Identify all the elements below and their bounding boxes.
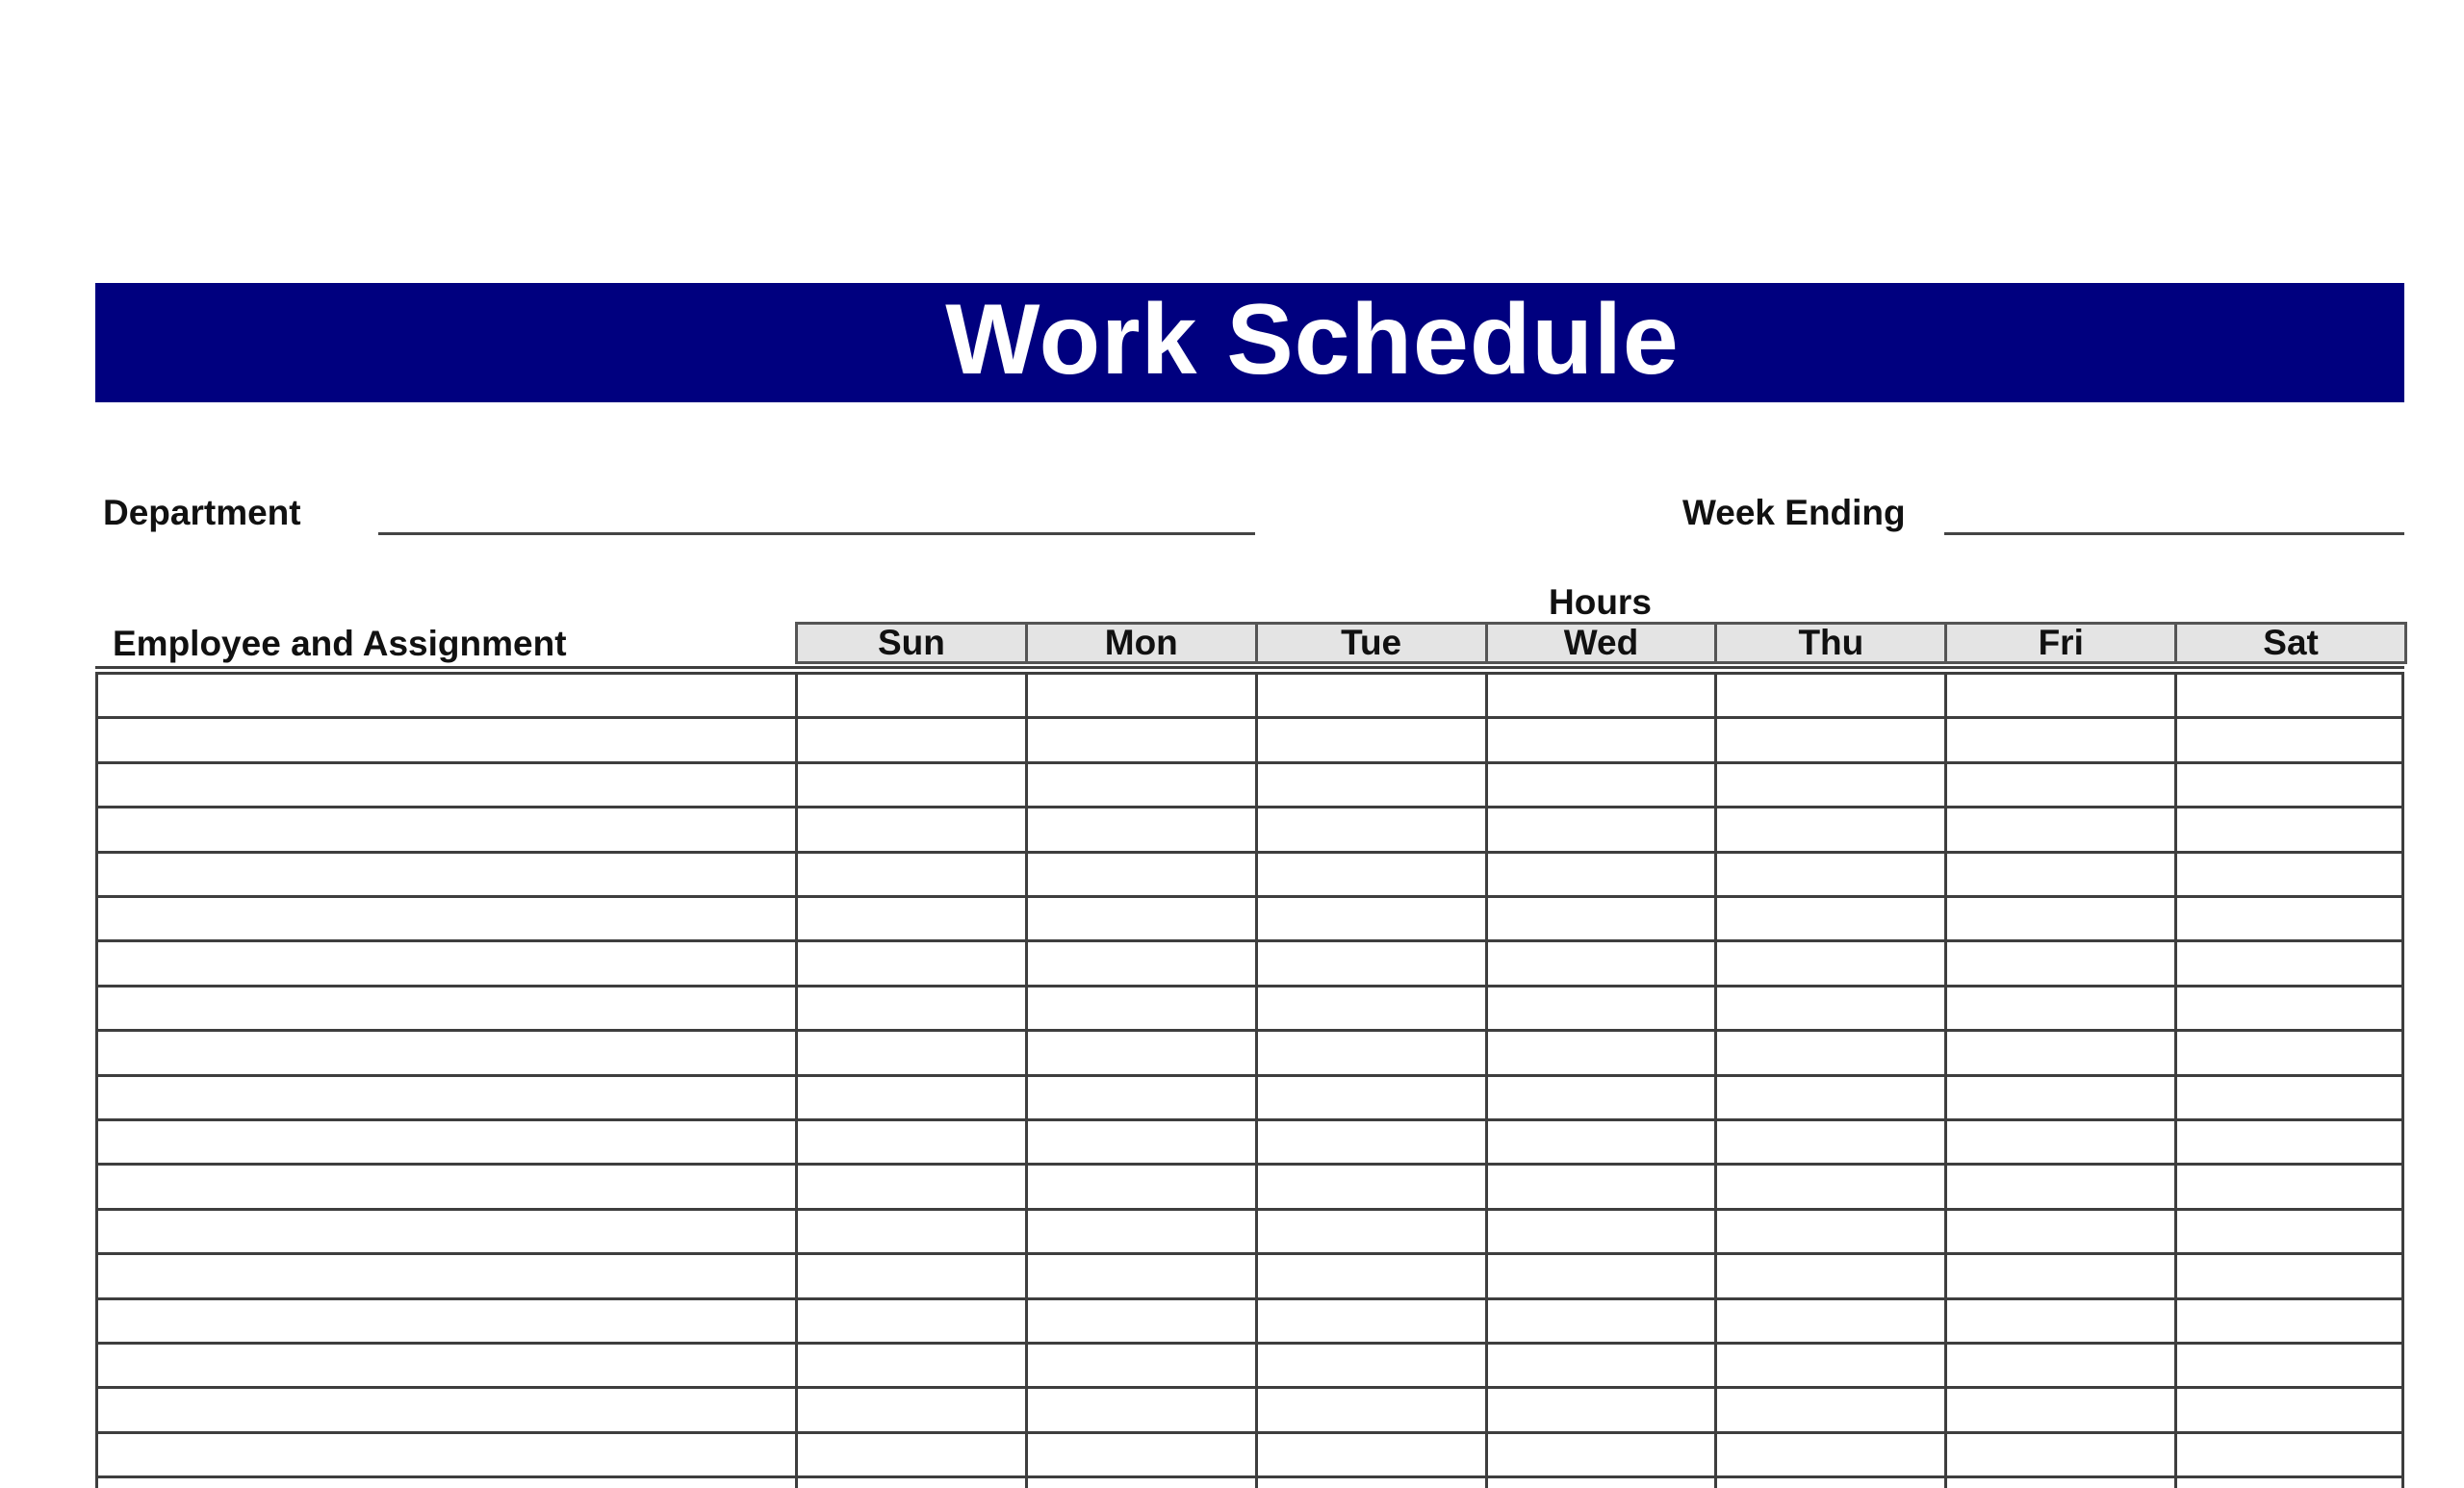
hours-cell-wed[interactable]	[1488, 1166, 1715, 1207]
day-header-tue: Tue	[1255, 622, 1488, 664]
hours-cell-fri[interactable]	[1947, 854, 2174, 895]
hours-cell-sat[interactable]	[2177, 808, 2404, 850]
hours-cell-tue[interactable]	[1258, 675, 1485, 716]
hours-cell-thu[interactable]	[1717, 1077, 1944, 1118]
day-header-thu: Thu	[1714, 622, 1947, 664]
hours-cell-wed[interactable]	[1488, 1389, 1715, 1430]
day-header-sun: Sun	[795, 622, 1028, 664]
hours-cell-fri[interactable]	[1947, 1121, 2174, 1163]
hours-cell-sat[interactable]	[2177, 1434, 2404, 1475]
hours-cell-thu[interactable]	[1717, 898, 1944, 939]
hours-cell-sat[interactable]	[2177, 942, 2404, 984]
hours-cell-mon[interactable]	[1028, 1255, 1255, 1296]
hours-cell-fri[interactable]	[1947, 1077, 2174, 1118]
hours-cell-thu[interactable]	[1717, 942, 1944, 984]
day-header-wed: Wed	[1485, 622, 1718, 664]
hours-cell-fri[interactable]	[1947, 1389, 2174, 1430]
hours-cell-sat[interactable]	[2177, 1166, 2404, 1207]
hours-cell-wed[interactable]	[1488, 942, 1715, 984]
hours-cell-sun[interactable]	[798, 1077, 1025, 1118]
employee-cell[interactable]	[98, 719, 795, 760]
hours-cell-tue[interactable]	[1258, 942, 1485, 984]
page-title: Work Schedule	[945, 284, 1680, 396]
employee-cell[interactable]	[98, 808, 795, 850]
hours-cell-fri[interactable]	[1947, 1300, 2174, 1342]
hours-cell-wed[interactable]	[1488, 1434, 1715, 1475]
hours-cell-thu[interactable]	[1717, 1121, 1944, 1163]
hours-cell-tue[interactable]	[1258, 1434, 1485, 1475]
hours-cell-thu[interactable]	[1717, 719, 1944, 760]
hours-cell-thu[interactable]	[1717, 1032, 1944, 1073]
hours-cell-tue[interactable]	[1258, 988, 1485, 1029]
hours-cell-fri[interactable]	[1947, 942, 2174, 984]
hours-cell-mon[interactable]	[1028, 1389, 1255, 1430]
week-ending-label: Week Ending	[1682, 493, 1906, 532]
hours-cell-sun[interactable]	[798, 854, 1025, 895]
hours-cell-wed[interactable]	[1488, 988, 1715, 1029]
hours-cell-sat[interactable]	[2177, 1389, 2404, 1430]
hours-cell-sun[interactable]	[798, 719, 1025, 760]
hours-cell-sun[interactable]	[798, 942, 1025, 984]
week-ending-field[interactable]	[1944, 532, 2404, 535]
hours-cell-wed[interactable]	[1488, 808, 1715, 850]
hours-cell-tue[interactable]	[1258, 1345, 1485, 1386]
hours-cell-tue[interactable]	[1258, 1255, 1485, 1296]
hours-cell-mon[interactable]	[1028, 898, 1255, 939]
employee-cell[interactable]	[98, 764, 795, 806]
title-banner	[95, 283, 2404, 402]
hours-cell-tue[interactable]	[1258, 1166, 1485, 1207]
employee-cell[interactable]	[98, 988, 795, 1029]
hours-cell-fri[interactable]	[1947, 808, 2174, 850]
day-header-fri: Fri	[1944, 622, 2177, 664]
employee-cell[interactable]	[98, 854, 795, 895]
employee-cell[interactable]	[98, 1211, 795, 1252]
hours-cell-thu[interactable]	[1717, 1300, 1944, 1342]
hours-cell-mon[interactable]	[1028, 988, 1255, 1029]
hours-cell-wed[interactable]	[1488, 764, 1715, 806]
hours-cell-fri[interactable]	[1947, 898, 2174, 939]
hours-cell-sat[interactable]	[2177, 1077, 2404, 1118]
department-field[interactable]	[378, 532, 1255, 535]
hours-cell-sat[interactable]	[2177, 1211, 2404, 1252]
hours-cell-sat[interactable]	[2177, 1121, 2404, 1163]
employee-cell[interactable]	[98, 1032, 795, 1073]
hours-label: Hours	[1549, 582, 1652, 622]
hours-cell-thu[interactable]	[1717, 988, 1944, 1029]
hours-cell-sun[interactable]	[798, 1434, 1025, 1475]
employee-cell[interactable]	[98, 675, 795, 716]
hours-cell-fri[interactable]	[1947, 764, 2174, 806]
hours-cell-mon[interactable]	[1028, 1345, 1255, 1386]
hours-cell-fri[interactable]	[1947, 1434, 2174, 1475]
hours-cell-tue[interactable]	[1258, 898, 1485, 939]
hours-cell-thu[interactable]	[1717, 1166, 1944, 1207]
hours-cell-fri[interactable]	[1947, 988, 2174, 1029]
hours-cell-fri[interactable]	[1947, 1345, 2174, 1386]
hours-cell-sun[interactable]	[798, 1345, 1025, 1386]
hours-cell-wed[interactable]	[1488, 854, 1715, 895]
hours-cell-wed[interactable]	[1488, 1077, 1715, 1118]
hours-cell-mon[interactable]	[1028, 1434, 1255, 1475]
hours-cell-sat[interactable]	[2177, 764, 2404, 806]
hours-cell-wed[interactable]	[1488, 1300, 1715, 1342]
hours-cell-sun[interactable]	[798, 1211, 1025, 1252]
hours-cell-fri[interactable]	[1947, 1166, 2174, 1207]
hours-cell-thu[interactable]	[1717, 1434, 1944, 1475]
hours-cell-mon[interactable]	[1028, 1077, 1255, 1118]
employee-cell[interactable]	[98, 1121, 795, 1163]
hours-cell-fri[interactable]	[1947, 675, 2174, 716]
day-header-mon: Mon	[1025, 622, 1258, 664]
hours-cell-mon[interactable]	[1028, 808, 1255, 850]
employee-cell[interactable]	[98, 898, 795, 939]
schedule-grid	[95, 622, 2404, 1488]
hours-cell-wed[interactable]	[1488, 675, 1715, 716]
employee-cell[interactable]	[98, 1434, 795, 1475]
hours-cell-thu[interactable]	[1717, 1389, 1944, 1430]
hours-cell-wed[interactable]	[1488, 898, 1715, 939]
employee-cell[interactable]	[98, 1345, 795, 1386]
hours-cell-tue[interactable]	[1258, 1121, 1485, 1163]
header-underline	[95, 666, 2404, 669]
hours-cell-thu[interactable]	[1717, 764, 1944, 806]
hours-cell-sun[interactable]	[798, 675, 1025, 716]
hours-cell-sun[interactable]	[798, 808, 1025, 850]
hours-cell-mon[interactable]	[1028, 719, 1255, 760]
hours-cell-thu[interactable]	[1717, 1255, 1944, 1296]
hours-cell-sun[interactable]	[798, 1166, 1025, 1207]
hours-cell-sat[interactable]	[2177, 1032, 2404, 1073]
hours-cell-wed[interactable]	[1488, 1121, 1715, 1163]
hours-cell-sat[interactable]	[2177, 988, 2404, 1029]
hours-cell-mon[interactable]	[1028, 854, 1255, 895]
hours-cell-wed[interactable]	[1488, 1255, 1715, 1296]
employee-cell[interactable]	[98, 1077, 795, 1118]
hours-cell-tue[interactable]	[1258, 1077, 1485, 1118]
hours-cell-wed[interactable]	[1488, 1345, 1715, 1386]
hours-cell-sat[interactable]	[2177, 1255, 2404, 1296]
hours-cell-mon[interactable]	[1028, 1211, 1255, 1252]
hours-cell-sun[interactable]	[798, 1255, 1025, 1296]
hours-cell-fri[interactable]	[1947, 1255, 2174, 1296]
hours-cell-sun[interactable]	[798, 764, 1025, 806]
hours-cell-tue[interactable]	[1258, 764, 1485, 806]
hours-cell-sat[interactable]	[2177, 1345, 2404, 1386]
hours-cell-tue[interactable]	[1258, 719, 1485, 760]
hours-cell-mon[interactable]	[1028, 1300, 1255, 1342]
hours-cell-thu[interactable]	[1717, 1211, 1944, 1252]
hours-cell-sat[interactable]	[2177, 675, 2404, 716]
hours-cell-tue[interactable]	[1258, 1389, 1485, 1430]
hours-cell-sat[interactable]	[2177, 719, 2404, 760]
hours-cell-tue[interactable]	[1258, 1300, 1485, 1342]
hours-cell-mon[interactable]	[1028, 764, 1255, 806]
hours-cell-sun[interactable]	[798, 988, 1025, 1029]
hours-cell-mon[interactable]	[1028, 1166, 1255, 1207]
hours-cell-thu[interactable]	[1717, 1345, 1944, 1386]
day-header-sat: Sat	[2174, 622, 2407, 664]
hours-cell-fri[interactable]	[1947, 1211, 2174, 1252]
hours-cell-sat[interactable]	[2177, 898, 2404, 939]
hours-cell-thu[interactable]	[1717, 854, 1944, 895]
employee-cell[interactable]	[98, 1255, 795, 1296]
employee-cell[interactable]	[98, 1389, 795, 1430]
hours-cell-sun[interactable]	[798, 898, 1025, 939]
employee-assignment-header: Employee and Assignment	[113, 624, 567, 663]
hours-cell-sun[interactable]	[798, 1300, 1025, 1342]
hours-cell-mon[interactable]	[1028, 942, 1255, 984]
hours-cell-sun[interactable]	[798, 1121, 1025, 1163]
employee-cell[interactable]	[98, 1300, 795, 1342]
hours-cell-fri[interactable]	[1947, 1032, 2174, 1073]
employee-cell[interactable]	[98, 1166, 795, 1207]
hours-cell-tue[interactable]	[1258, 854, 1485, 895]
hours-cell-mon[interactable]	[1028, 1032, 1255, 1073]
hours-cell-thu[interactable]	[1717, 808, 1944, 850]
hours-cell-mon[interactable]	[1028, 675, 1255, 716]
hours-cell-thu[interactable]	[1717, 675, 1944, 716]
hours-cell-fri[interactable]	[1947, 719, 2174, 760]
hours-cell-tue[interactable]	[1258, 808, 1485, 850]
row-line	[95, 1475, 2404, 1478]
hours-cell-sun[interactable]	[798, 1032, 1025, 1073]
hours-cell-sat[interactable]	[2177, 854, 2404, 895]
hours-cell-sat[interactable]	[2177, 1300, 2404, 1342]
department-label: Department	[103, 493, 301, 532]
hours-cell-wed[interactable]	[1488, 1032, 1715, 1073]
employee-cell[interactable]	[98, 942, 795, 984]
hours-cell-wed[interactable]	[1488, 1211, 1715, 1252]
hours-cell-wed[interactable]	[1488, 719, 1715, 760]
hours-cell-mon[interactable]	[1028, 1121, 1255, 1163]
hours-cell-sun[interactable]	[798, 1389, 1025, 1430]
hours-cell-tue[interactable]	[1258, 1211, 1485, 1252]
hours-cell-tue[interactable]	[1258, 1032, 1485, 1073]
